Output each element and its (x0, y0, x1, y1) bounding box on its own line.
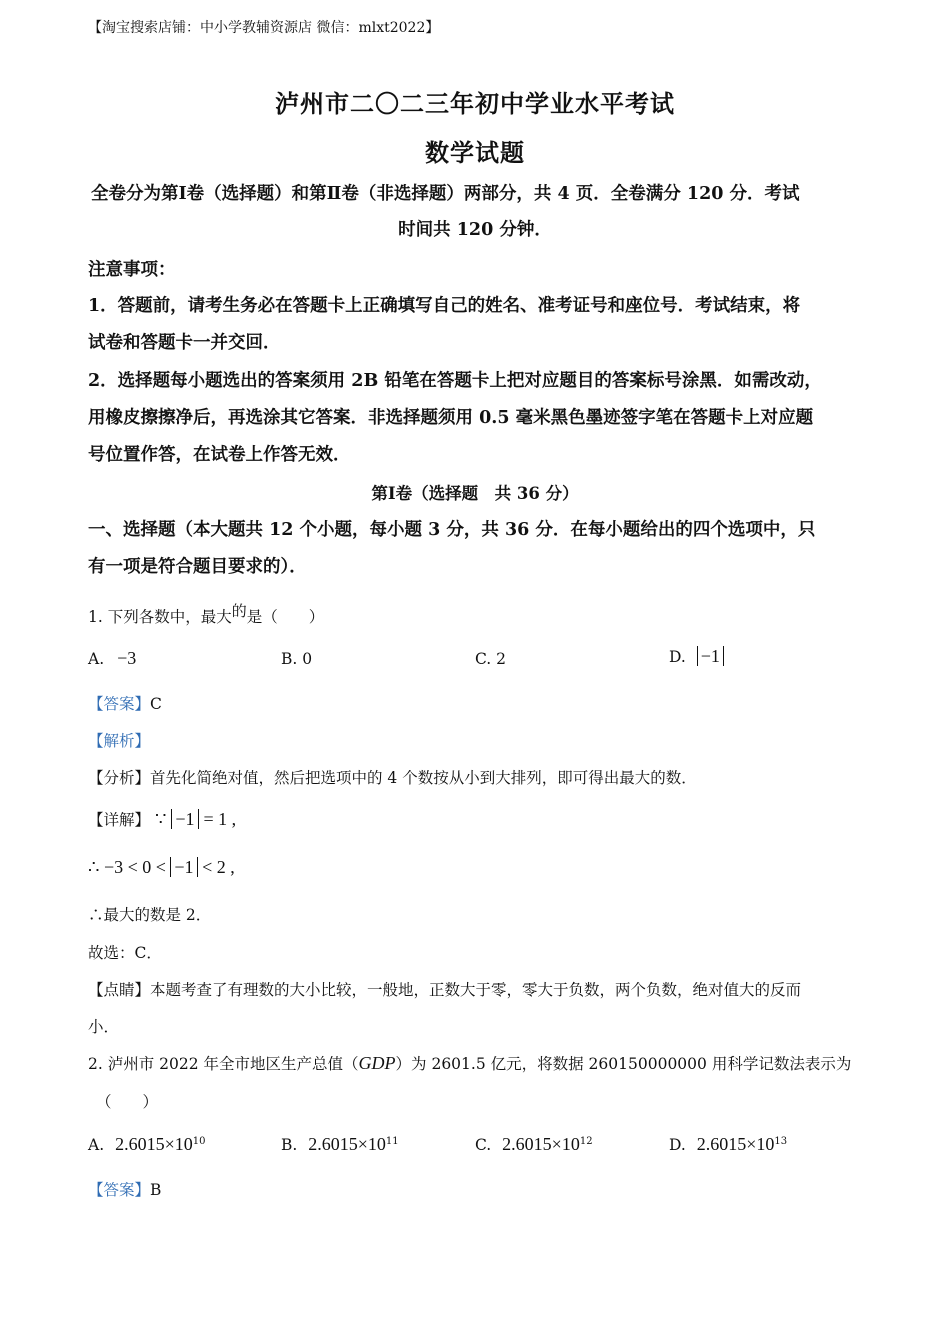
section-1-line-1: 一、选择题（本大题共 12 个小题，每小题 3 分，共 36 分．在每小题给出的四个选项中，只 (88, 520, 816, 540)
q2-option-c: C. $2.6015\times 10^{12}$ (475, 1134, 593, 1154)
watermark-text: 【淘宝搜索店铺：中小学教辅资源店 微信：mlxt2022】 (88, 20, 440, 36)
q2-option-b: B. $2.6015\times 10^{11}$ (281, 1134, 399, 1154)
question-2-stem: 2. 泸州市 2022 年全市地区生产总值（GDP）为 2601.5 亿元，将数据 260150000000 用科学记数法表示为 (88, 1053, 852, 1073)
intro-line-1: 全卷分为第Ⅰ卷（选择题）和第Ⅱ卷（非选择题）两部分，共 4 页．全卷满分 120 分．考试 (91, 184, 800, 204)
q2-option-d: D. $2.6015\times 10^{13}$ (669, 1134, 788, 1154)
q1-therefore-line-2: ∴最大的数是 2． (88, 906, 212, 924)
q2-option-a: A. $2.6015\times 10^{10}$ (88, 1134, 206, 1154)
q2-answer: B (150, 1181, 162, 1199)
note-2-line-2: 用橡皮擦擦净后，再选涂其它答案．非选择题须用 0.5 毫米黑色墨迹签字笔在答题卡上对应题 (88, 408, 814, 428)
answer-tag: 【答案】 (88, 1181, 151, 1199)
answer-tag: 【答案】 (88, 695, 151, 713)
note-1-line-1: 1．答题前，请考生务必在答题卡上正确填写自己的姓名、准考证号和座位号．考试结束，将 (88, 296, 801, 316)
exam-title: 泸州市二〇二三年初中学业水平考试 (275, 89, 675, 118)
analysis-tag: 【解析】 (88, 732, 151, 750)
question-2-stem-line-2: （ ） (96, 1093, 159, 1111)
q1-therefore-line-1: ∴ −3 < 0 < −1 < 2 , (88, 857, 235, 877)
q1-answer: C (150, 695, 162, 713)
q1-dianjing-line-1: 【点睛】本题考查了有理数的大小比较，一般地，正数大于零，零大于负数，两个负数，绝对值大的反而 (88, 981, 802, 999)
exam-subtitle: 数学试题 (425, 138, 525, 167)
note-2-line-3: 号位置作答，在试卷上作答无效． (88, 445, 351, 465)
abs-value: −1 (170, 857, 197, 877)
q1-dianjing-line-2: 小． (88, 1018, 120, 1036)
q2-answer-line (88, 1178, 161, 1200)
q1-choice: 故选：C． (88, 944, 162, 962)
part-1-heading: 第Ⅰ卷（选择题 共 36 分） (371, 484, 579, 503)
abs-value: −1 (171, 809, 198, 829)
notes-heading: 注意事项： (88, 260, 176, 280)
note-2-line-1: 2．选择题每小题选出的答案须用 2B 铅笔在答题卡上把对应题目的答案标号涂黑．如需改动， (88, 371, 822, 391)
abs-value: −1 (697, 646, 724, 666)
q1-detail-line: 【详解】 ∵ −1 = 1 , (88, 809, 237, 829)
intro-line-2: 时间共 120 分钟． (398, 220, 552, 240)
q1-option-a: A. −3 (88, 648, 137, 668)
q1-option-c: C. 2 (475, 650, 507, 668)
section-1-line-2: 有一项是符合题目要求的）． (88, 557, 307, 577)
q1-option-b: B. 0 (281, 650, 313, 668)
note-1-line-2: 试卷和答题卡一并交回． (88, 333, 281, 353)
question-1-stem: 1. 下列各数中，最大$^的$是（ ） (88, 602, 325, 626)
q1-option-d: D. −1 (669, 646, 724, 666)
q1-answer-line (88, 692, 162, 714)
q1-fenxi: 【分析】首先化简绝对值，然后把选项中的 4 个数按从小到大排列，即可得出最大的数． (88, 769, 697, 787)
